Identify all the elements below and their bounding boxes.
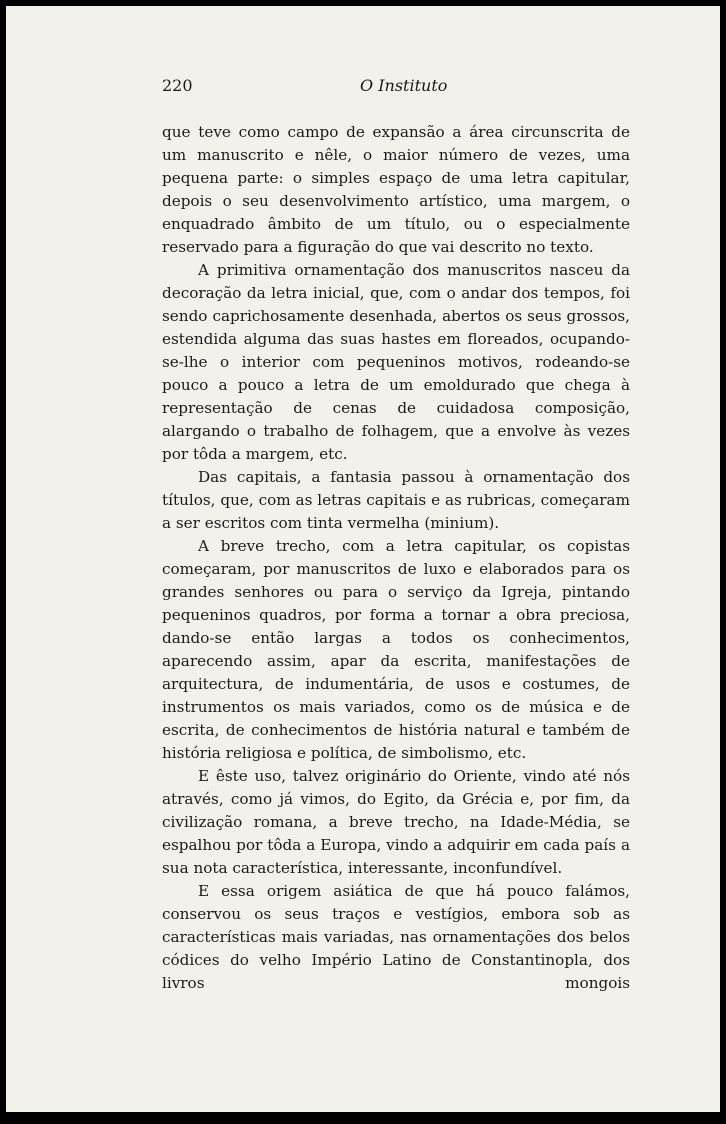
paragraph: A primitiva ornamentação dos manuscritos nasceu da decoração da letra inicial, que, com o andar dos tempos, foi sendo caprichosamente desenhada, abertos os seus grossos, estendida alguma das suas hastes em floreados, ocupando-se-lhe o interior com pequeninos motivos, rodeando-se pouco a pouco a letra de um emoldurado que chega à representação de cenas de cuidadosa composição, alargando o trabalho de folhagem, que a envolve às vezes por tôda a margem, etc.: [162, 261, 630, 463]
paragraph: E êste uso, talvez originário do Oriente, vindo até nós através, como já vimos, do Egito, da Grécia e, por fim, da civilização romana, a breve trecho, na Idade-Média, se espalhou por tôda a Europa, vindo a adquirir em cada país a sua nota característica, interessante, inconfundível.: [162, 767, 630, 877]
journal-title: O Instituto: [360, 76, 448, 95]
body-text: [162, 121, 630, 995]
book-page: [6, 6, 720, 1112]
paragraph: A breve trecho, com a letra capitular, os copistas começaram, por manuscritos de luxo e elaborados para os grandes senhores ou para o serviço da Igreja, pintando pequeninos quadros, por forma a tornar a obra preciosa, dando-se então largas a todos os conhecimentos, aparecendo assim, apar da escrita, manifestações de arquitectura, de indumentária, de usos e costumes, de instrumentos os mais variados, como os de música e de escrita, de conhecimentos de história natural e também de história religiosa e política, de simbolismo, etc.: [162, 537, 630, 762]
page-number: 220: [162, 76, 193, 95]
paragraph: Das capitais, a fantasia passou à ornamentação dos títulos, que, com as letras capitais e as rubricas, começaram a ser escritos com tinta vermelha (minium).: [162, 468, 630, 532]
running-head: [6, 76, 720, 100]
paragraph: E essa origem asiática de que há pouco falámos, conservou os seus traços e vestígios, embora sob as características mais variadas, nas ornamentações dos belos códices do velho Império Latino de Constantinopla, dos livros mongois: [162, 882, 630, 992]
paragraph: que teve como campo de expansão a área circunscrita de um manuscrito e nêle, o maior número de vezes, uma pequena parte: o simples espaço de uma letra capitular, depois o seu desenvolvimento artístico, uma margem, o enquadrado âmbito de um título, ou o especialmente reservado para a figuração do que vai descrito no texto.: [162, 123, 630, 256]
